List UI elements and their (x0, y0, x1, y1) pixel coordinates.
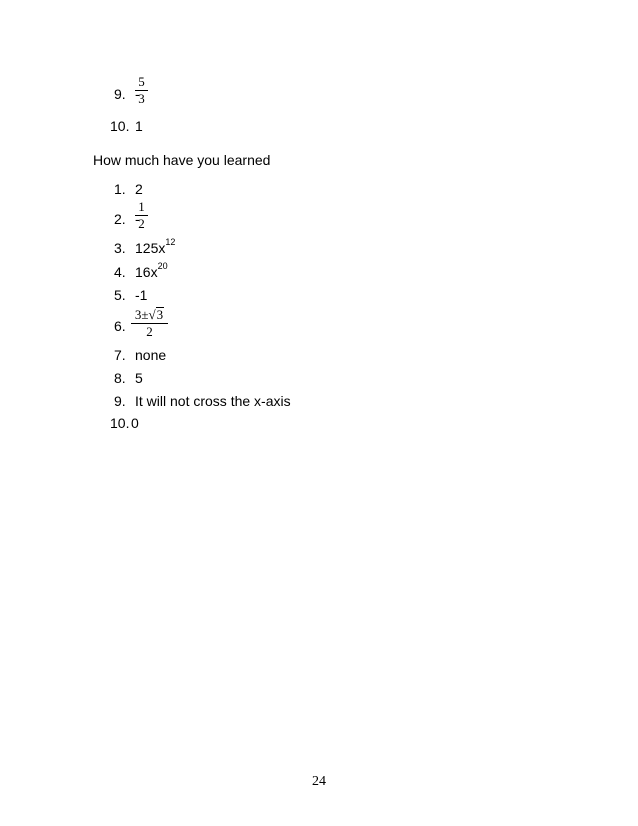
item-sign: - (135, 211, 140, 227)
expression-exponent: 20 (157, 261, 168, 272)
item-number: 2. (114, 211, 126, 227)
item-number: 5. (114, 287, 126, 303)
item-value: 5 (135, 370, 143, 386)
fraction-numerator: 3±√3 (134, 307, 164, 322)
item-value: 1 (135, 118, 143, 134)
expression-base: 125x (135, 240, 166, 256)
item-number: 9. (114, 393, 126, 409)
item-sign: - (135, 86, 140, 102)
sqrt-icon: √ (148, 307, 156, 322)
item-expression (135, 237, 176, 256)
fraction-numerator: 5 (138, 74, 145, 89)
item-expression (135, 261, 168, 280)
fraction (131, 307, 168, 339)
item-number: 9. (114, 86, 126, 102)
item-value: -1 (135, 287, 148, 303)
item-value: none (135, 347, 167, 363)
fraction-numerator: 1 (138, 199, 145, 214)
item-value: It will not cross the x-axis (135, 393, 291, 409)
item-number: 3. (114, 240, 126, 256)
item-number: 4. (114, 264, 126, 280)
radicand: 3 (156, 307, 164, 322)
item-number: 7. (114, 347, 126, 363)
fraction (135, 75, 148, 106)
fraction (135, 200, 148, 231)
fraction-denominator: 2 (138, 216, 145, 231)
fraction-denominator: 2 (146, 324, 153, 339)
item-value: 0 (131, 415, 139, 431)
expression-exponent: 12 (165, 237, 176, 248)
item-number: 10. (110, 415, 130, 431)
item-number: 1. (114, 181, 126, 197)
item-value: 2 (135, 181, 143, 197)
expression-base: 16x (135, 264, 158, 280)
section-heading: How much have you learned (93, 152, 271, 168)
fraction-denominator: 3 (138, 91, 145, 106)
item-number: 10. (110, 118, 130, 134)
item-number: 6. (114, 318, 126, 334)
page-number: 24 (312, 774, 326, 789)
item-number: 8. (114, 370, 126, 386)
